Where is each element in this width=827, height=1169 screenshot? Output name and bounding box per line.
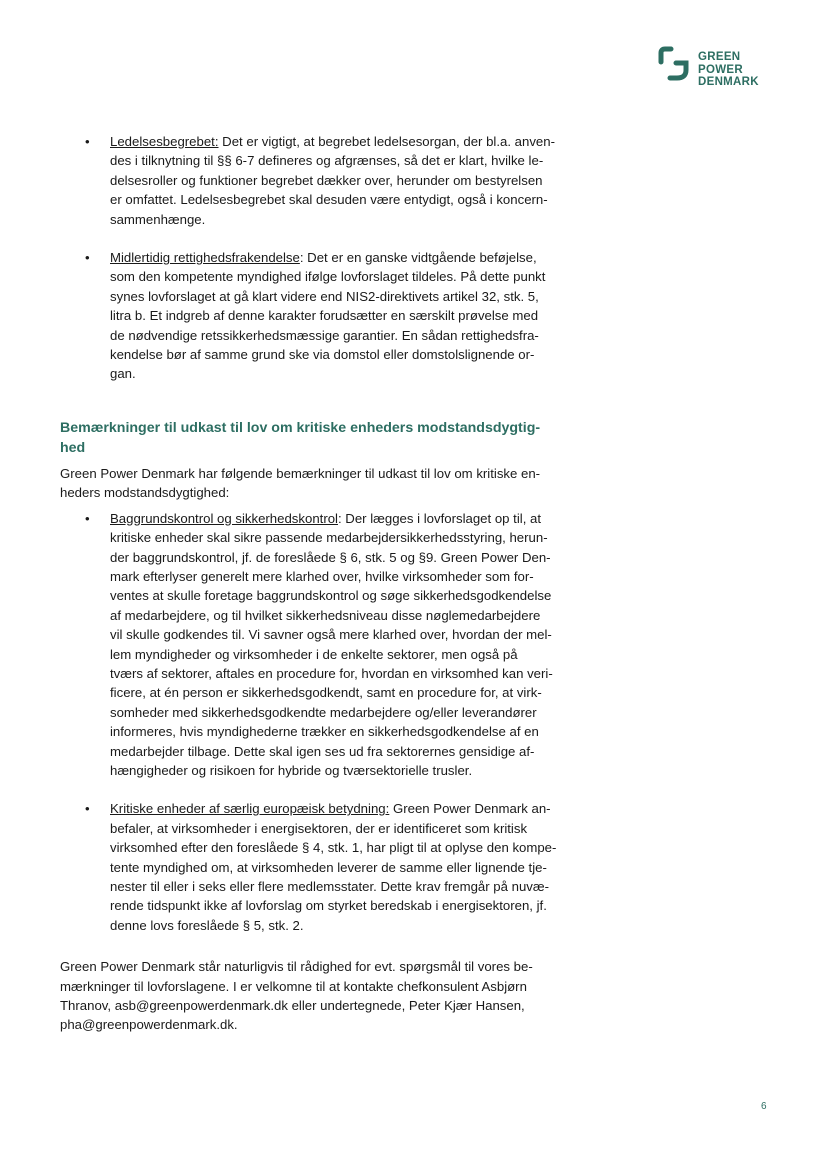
text-line: litra b. Et indgreb af denne karakter forudsætter en særskilt prøvelse med xyxy=(110,308,539,324)
text-line: virksomhed efter den foreslåede § 4, stk. 1, har pligt til at oplyse den kompe- xyxy=(110,840,557,856)
bullet-term: Baggrundskontrol og sikkerhedskontrol xyxy=(110,510,338,526)
text-line: informeres, hvis myndighederne trækker en sikkerhedsgodkendelse af en xyxy=(110,724,539,740)
bullet-term: Ledelsesbegrebet: xyxy=(110,134,219,149)
bullet-icon: • xyxy=(85,250,90,266)
bullet-list-top xyxy=(60,132,590,384)
text-line: medarbejder tilbage. Dette skal igen ses ud fra sektorernes gensidige af- xyxy=(110,743,535,759)
text-line: pha@greenpowerdenmark.dk. xyxy=(60,1017,238,1033)
intro-paragraph xyxy=(60,464,590,503)
text-line: gan. xyxy=(110,366,136,382)
logo-line-2: POWER xyxy=(698,63,743,76)
bullet-item-europaeisk-betydning xyxy=(60,799,590,935)
text-line: de nødvendige retssikkerhedsmæssige garantier. En sådan rettighedsfra- xyxy=(110,327,539,343)
heading-line: hed xyxy=(60,439,86,456)
text-line: kendelse bør af samme grund ske via domstol eller domstolslignende or- xyxy=(110,347,535,363)
bullet-term: Kritiske enheder af særlig europæisk betydning: xyxy=(110,801,390,817)
logo-mark-icon xyxy=(658,46,692,82)
text-line: delsesroller og funktioner begrebet dækker over, herunder om bestyrelsen xyxy=(110,172,543,188)
text-line: mærkninger til lovforslagene. I er velkomne til at kontakte chefkonsulent Asbjørn xyxy=(60,978,527,994)
text-line: der baggrundskontrol, jf. de foreslåede § 6, stk. 5 og §9. Green Power Den- xyxy=(110,549,551,565)
bullet-list-bottom xyxy=(60,509,590,936)
text-line: tværs af sektorer, aftales en procedure for, hvordan en virksomhed kan veri- xyxy=(110,665,553,681)
text-line: Det er vigtigt, at begrebet ledelsesorgan, der bl.a. anven- xyxy=(218,134,555,149)
text-line: Green Power Denmark an- xyxy=(389,801,551,817)
section-heading xyxy=(60,418,590,458)
text-line: : Det er en ganske vidtgående beføjelse, xyxy=(299,250,537,266)
bullet-text xyxy=(110,799,590,935)
text-line: befaler, at virksomheder i energisektoren, der er identificeret som kritisk xyxy=(110,820,528,836)
bullet-icon: • xyxy=(85,134,90,149)
text-line: er omfattet. Ledelsesbegrebet skal desuden være entydigt, også i koncern- xyxy=(110,192,548,208)
text-line: af medarbejdere, og til hvilket sikkerhedsniveau disse nøglemedarbejdere xyxy=(110,607,541,623)
text-line: ficere, at én person er sikkerhedsgodkendt, samt en procedure for, at virk- xyxy=(110,685,542,701)
text-line: lem myndigheder og virksomheder i de enkelte sektorer, men også på xyxy=(110,646,518,662)
text-line: nester til eller i seks eller flere medlemsstater. Dette krav fremgår på nuvæ- xyxy=(110,879,550,894)
bullet-icon: • xyxy=(85,801,90,817)
text-line: somheder med sikkerhedsgodkendte medarbejdere og/eller leverandører xyxy=(110,704,537,720)
text-line: mark efterlyser generelt mere klarhed over, hvilke virksomheder som for- xyxy=(110,568,534,584)
text-line: ventes at skulle foretage baggrundskontrol og søge sikkerhedsgodkendelse xyxy=(110,588,552,604)
logo-line-3: DENMARK xyxy=(698,76,759,88)
closing-paragraph xyxy=(60,957,590,1035)
text-line: tente myndighed om, at virksomheden leverer de samme eller lignende tje- xyxy=(110,859,547,875)
text-line: vil skulle godkendes til. Vi savner også mere klarhed over, hvordan der mel- xyxy=(110,627,552,643)
logo-wordmark xyxy=(698,51,759,89)
text-line: synes lovforslaget at gå klart videre end NIS2-direktivets artikel 32, stk. 5, xyxy=(110,288,539,304)
page-number: 6 xyxy=(761,1101,767,1112)
text-line: kritiske enheder skal sikre passende medarbejdersikkerhedsstyring, herun- xyxy=(110,530,548,546)
text-line: heders modstandsdygtighed: xyxy=(60,485,230,501)
bullet-text xyxy=(110,509,590,781)
text-line: Thranov, asb@greenpowerdenmark.dk eller undertegnede, Peter Kjær Hansen, xyxy=(60,998,525,1014)
text-line: som den kompetente myndighed ifølge lovforslaget tildeles. På dette punkt xyxy=(110,269,546,285)
text-line: sammenhænge. xyxy=(110,211,206,227)
logo-line-1: GREEN xyxy=(698,51,741,63)
bullet-term: Midlertidig rettighedsfrakendelse xyxy=(110,250,300,266)
bullet-text xyxy=(110,132,590,229)
document-body xyxy=(60,132,590,1035)
text-line: rende tidspunkt ikke af lovforslag om styrket beredskab i energisektoren, jf. xyxy=(110,898,547,914)
text-line: : Der lægges i lovforslaget op til, at xyxy=(337,510,542,526)
text-line: Green Power Denmark står naturligvis til rådighed for evt. spørgsmål til vores be- xyxy=(60,959,533,975)
heading-line: Bemærkninger til udkast til lov om kritiske enheders modstandsdygtig- xyxy=(60,419,541,436)
text-line: denne lovs foreslåede § 5, stk. 2. xyxy=(110,917,304,933)
bullet-icon: • xyxy=(85,510,90,526)
bullet-item-ledelsesbegrebet xyxy=(60,132,590,229)
bullet-text xyxy=(110,248,590,384)
text-line: des i tilknytning til §§ 6-7 defineres og afgrænses, så det er klart, hvilke le- xyxy=(110,153,544,169)
green-power-denmark-logo xyxy=(658,46,759,89)
bullet-item-baggrundskontrol xyxy=(60,509,590,781)
text-line: Green Power Denmark har følgende bemærkninger til udkast til lov om kritiske en- xyxy=(60,465,541,481)
bullet-item-rettighedsfrakendelse xyxy=(60,248,590,384)
text-line: hængigheder og risikoen for hybride og tværsektorielle trusler. xyxy=(110,762,473,778)
